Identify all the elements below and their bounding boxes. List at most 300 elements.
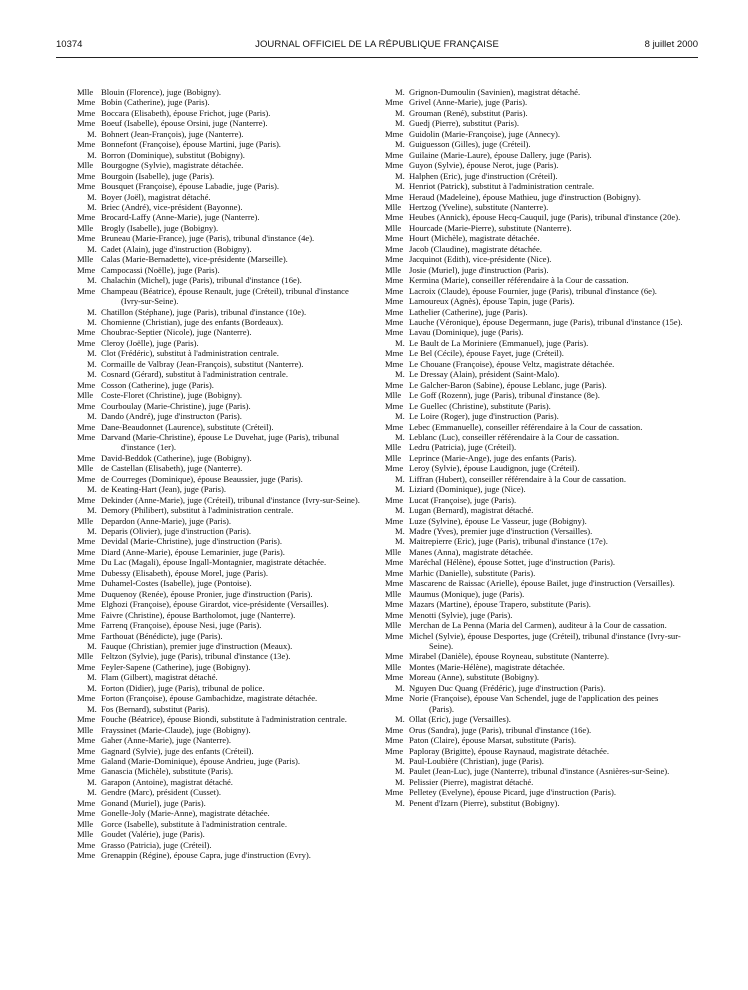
entry-title: Mme (385, 306, 404, 317)
entry-title: Mme (77, 850, 96, 861)
list-item (385, 181, 685, 191)
entry-text: Nguyen Duc Quang (Frédéric), juge d'instruction (Paris). (409, 682, 606, 693)
entry-text: Goudet (Valérie), juge (Paris). (101, 829, 205, 840)
entry-title: Mme (77, 337, 96, 348)
entry-text: Gorce (Isabelle), substitute à l'administration centrale. (101, 818, 288, 829)
list-item (77, 118, 370, 128)
entry-text: Montes (Marie-Hélène), magistrate détachée. (409, 661, 565, 672)
entry-title: Mme (77, 139, 96, 150)
list-item (385, 265, 685, 275)
list-item (385, 495, 685, 505)
list-item (385, 725, 685, 735)
list-item (77, 202, 370, 212)
list-item (385, 578, 685, 588)
list-item (385, 662, 685, 672)
entry-text: Le Goff (Rozenn), juge (Paris), tribunal d'instance (8e). (409, 390, 600, 401)
entry-title: Mme (77, 630, 96, 641)
list-item (77, 672, 370, 682)
entry-title: M. (395, 756, 405, 766)
entry-title: Mme (77, 745, 96, 756)
list-item (385, 693, 685, 714)
entry-text: Bohnert (Jean-François), juge (Nanterre). (101, 128, 244, 139)
list-item (77, 557, 370, 567)
entry-text: Guilaine (Marie-Laure), épouse Dallery, juge (Paris). (409, 149, 592, 160)
list-item (77, 505, 370, 515)
list-item (385, 568, 685, 578)
entry-text: Fouche (Béatrice), épouse Biondi, substitute à l'administration centrale. (101, 714, 347, 725)
entry-text: Henriot (Patrick), substitut à l'administration centrale. (409, 181, 595, 192)
list-item (385, 787, 685, 797)
list-item (385, 756, 685, 766)
header-rule (56, 57, 698, 58)
entry-text: Ledru (Patricia), juge (Créteil). (409, 442, 517, 453)
entry-title: Mlle (77, 160, 94, 171)
entry-title: M. (87, 682, 97, 693)
list-item (385, 296, 685, 306)
list-item (77, 286, 370, 307)
entry-title: Mme (385, 557, 404, 568)
list-item (77, 348, 370, 358)
list-item (77, 212, 370, 222)
entry-text: Chomienne (Christian), juge des enfants (Bordeaux). (101, 316, 284, 327)
entry-title: Mme (385, 128, 404, 139)
entry-text: Paton (Claire), épouse Marsat, substitute (Paris). (409, 735, 577, 746)
list-item (77, 526, 370, 536)
entry-text: Duquenoy (Renée), épouse Pronier, juge d'instruction (Paris). (101, 588, 313, 599)
entry-title: M. (395, 369, 405, 380)
list-item (77, 87, 370, 97)
list-item (77, 516, 370, 526)
list-item (77, 171, 370, 181)
list-item (77, 390, 370, 400)
entry-title: Mme (77, 839, 96, 850)
list-item (77, 495, 370, 505)
entry-title: Mlle (77, 254, 94, 265)
entry-title: Mme (77, 546, 96, 557)
entry-title: Mme (385, 651, 404, 662)
entry-text: Blouin (Florence), juge (Bobigny). (101, 87, 222, 97)
entry-title: M. (87, 348, 97, 359)
entry-text: Maitrepierre (Eric), juge (Paris), tribunal d'instance (17e). (409, 536, 608, 547)
entry-text: Boccara (Elisabeth), épouse Frichot, juge (Paris). (101, 107, 271, 118)
list-item (385, 589, 685, 599)
list-item (77, 108, 370, 118)
list-item (385, 547, 685, 557)
entry-text: Dekinder (Anne-Marie), juge (Créteil), tribunal d'instance (Ivry-sur-Seine). (101, 494, 360, 505)
entry-text: Bruneau (Marie-France), juge (Paris), tribunal d'instance (4e). (101, 233, 315, 244)
entry-text: Du Lac (Magali), épouse Ingall-Montagnier, magistrate détachée. (101, 557, 327, 568)
entry-text: Fauque (Christian), premier juge d'instruction (Meaux). (101, 641, 293, 652)
entry-title: Mme (77, 107, 96, 118)
entry-title: Mme (77, 327, 96, 338)
entry-title: M. (395, 170, 405, 181)
entry-title: Mme (385, 149, 404, 160)
list-item (385, 223, 685, 233)
entry-title: Mme (77, 170, 96, 181)
list-item (77, 578, 370, 588)
list-item (385, 536, 685, 546)
list-item (77, 401, 370, 411)
entry-text: Halphen (Eric), juge d'instruction (Créteil). (409, 170, 558, 181)
entry-title: Mme (77, 693, 96, 704)
list-item (385, 422, 685, 432)
list-item (385, 672, 685, 682)
entry-text: Grenappin (Régine), épouse Capra, juge d'instruction (Evry). (101, 850, 311, 861)
entry-title: Mlle (77, 87, 94, 97)
list-item (77, 766, 370, 776)
page-header (56, 39, 698, 53)
list-item (385, 108, 685, 118)
entry-title: Mlle (385, 222, 402, 233)
entry-text: Josie (Muriel), juge d'instruction (Paris). (409, 264, 549, 275)
entry-text: Guedj (Pierre), substitut (Paris). (409, 118, 520, 129)
entry-title: M. (87, 505, 97, 516)
entry-title: Mme (77, 97, 96, 108)
list-item (77, 787, 370, 797)
entry-title: M. (87, 201, 97, 212)
entry-title: M. (87, 149, 97, 160)
entry-text: Chalachin (Michel), juge (Paris), tribunal d'instance (16e). (101, 275, 302, 286)
entry-text: Kermina (Marie), conseiller référendaire à la Cour de cassation. (409, 275, 629, 286)
list-item (385, 275, 685, 285)
entry-text: Cormaille de Valbray (Jean-François), substitut (Nanterre). (101, 358, 304, 369)
entry-title: M. (395, 526, 405, 537)
entry-text: Pelletey (Evelyne), épouse Picard, juge d'instruction (Paris). (409, 787, 617, 798)
entry-title: M. (87, 526, 97, 537)
entry-text: Paul-Loubière (Christian), juge (Paris). (409, 756, 544, 766)
entry-text: de Castellan (Elisabeth), juge (Nanterre). (101, 463, 243, 474)
entry-text: Gonand (Muriel), juge (Paris). (101, 797, 206, 808)
entry-title: M. (87, 776, 97, 787)
entry-text: Luze (Sylvine), épouse Le Vasseur, juge (Bobigny). (409, 515, 587, 526)
list-item (385, 516, 685, 526)
entry-text: Mirabel (Danièle), épouse Royneau, substitute (Nanterre). (409, 651, 609, 662)
entry-title: Mme (77, 808, 96, 819)
list-item (77, 829, 370, 839)
entry-title: Mme (77, 285, 96, 296)
entry-text: Deparis (Olivier), juge d'instruction (Paris). (101, 526, 251, 537)
list-item (385, 254, 685, 264)
entry-text: Paploray (Brigitte), épouse Raynaud, magistrate détachée. (409, 745, 609, 756)
entry-text: Le Bel (Cécile), épouse Fayet, juge (Créteil). (409, 348, 564, 359)
entry-text: Le Dressay (Alain), président (Saint-Malo). (409, 369, 560, 380)
entry-text: Jacquinot (Edith), vice-présidente (Nice). (409, 254, 552, 265)
list-item (385, 160, 685, 170)
list-item (77, 589, 370, 599)
entry-text: Gaher (Anne-Marie), juge (Nanterre). (101, 735, 232, 746)
entry-title: Mme (385, 212, 404, 223)
list-item (77, 819, 370, 829)
list-item (385, 714, 685, 724)
entry-text: Gagnard (Sylvie), juge des enfants (Créteil). (101, 745, 254, 756)
entry-title: Mme (385, 358, 404, 369)
entry-text: Cadet (Alain), juge d'instruction (Bobigny). (101, 243, 252, 254)
entry-title: M. (87, 369, 97, 380)
entry-text: Lamoureux (Agnès), épouse Tapin, juge (Paris). (409, 296, 575, 307)
entry-text: David-Beddok (Catherine), juge (Bobigny). (101, 452, 252, 463)
entry-title: Mme (77, 233, 96, 244)
entry-title: Mlle (385, 661, 402, 672)
entry-title: Mme (77, 494, 96, 505)
list-item (385, 474, 685, 484)
list-item (77, 756, 370, 766)
list-item (385, 390, 685, 400)
entry-title: Mme (385, 609, 404, 620)
entry-title: M. (395, 776, 405, 787)
left-column (77, 87, 370, 861)
entry-text: Grasso (Patricia), juge (Créteil). (101, 839, 212, 850)
list-item (385, 610, 685, 620)
entry-title: M. (395, 139, 405, 150)
entry-title: Mlle (385, 442, 402, 453)
entry-text: Gendre (Marc), président (Cusset). (101, 787, 222, 798)
list-item (385, 171, 685, 181)
entry-title: Mlle (77, 222, 94, 233)
entry-text: Clot (Frédéric), substitut à l'administration centrale. (101, 348, 279, 359)
entry-title: M. (395, 766, 405, 777)
entry-title: Mme (385, 745, 404, 756)
right-column (385, 87, 685, 808)
list-item (385, 338, 685, 348)
entry-title: Mme (77, 431, 96, 442)
entry-text: Brogly (Isabelle), juge (Bobigny). (101, 222, 219, 233)
list-item (77, 307, 370, 317)
entry-title: Mme (77, 620, 96, 631)
entry-text: Hertzog (Yveline), substitute (Nanterre). (409, 201, 549, 212)
entry-title: Mme (77, 118, 96, 129)
list-item (77, 181, 370, 191)
entry-text: Lucat (Françoise), juge (Paris). (409, 494, 517, 505)
list-item (385, 599, 685, 609)
entry-title: Mme (77, 452, 96, 463)
list-item (77, 474, 370, 484)
list-item (77, 610, 370, 620)
entry-title: Mme (77, 557, 96, 568)
list-item (385, 401, 685, 411)
entry-title: M. (395, 682, 405, 693)
entry-title: M. (87, 275, 97, 286)
entry-title: Mme (385, 275, 404, 286)
list-item (77, 254, 370, 264)
entry-text: Manes (Anna), magistrate détachée. (409, 546, 533, 557)
list-item (385, 798, 685, 808)
list-item (77, 359, 370, 369)
list-item (385, 118, 685, 128)
list-item (77, 97, 370, 107)
entry-text: Devidal (Marie-Christine), juge d'instruction (Paris). (101, 536, 283, 547)
entry-text: Boeuf (Isabelle), épouse Orsini, juge (Nanterre). (101, 118, 268, 129)
list-item (77, 411, 370, 421)
entry-title: Mme (77, 599, 96, 610)
entry-title: Mme (385, 400, 404, 411)
entry-title: Mme (77, 609, 96, 620)
entry-text: Bobin (Catherine), juge (Paris). (101, 97, 210, 108)
list-item (385, 212, 685, 222)
entry-text: Liziard (Dominique), juge (Nice). (409, 484, 526, 495)
entry-title: Mme (77, 766, 96, 777)
entry-title: Mme (385, 191, 404, 202)
entry-title: Mme (385, 285, 404, 296)
entry-text: Moreau (Anne), substitute (Bobigny). (409, 672, 540, 683)
entry-text: Feyler-Sapene (Catherine), juge (Bobigny). (101, 661, 251, 672)
entry-title: Mme (77, 400, 96, 411)
entry-text: Leroy (Sylvie), épouse Laudignon, juge (Créteil). (409, 463, 580, 474)
list-item (385, 526, 685, 536)
entry-text: Lauche (Véronique), épouse Degermann, juge (Paris), tribunal d'instance (15e). (409, 316, 683, 327)
entry-title: Mme (385, 296, 404, 307)
entry-text: Jacob (Claudine), magistrate détachée. (409, 243, 542, 254)
entry-text: Norie (Françoise), épouse Van Schendel, juge de l'application des peines (Paris). (409, 693, 659, 714)
entry-title: Mme (77, 212, 96, 223)
list-item (77, 777, 370, 787)
entry-text: Depardon (Anne-Marie), juge (Paris). (101, 515, 232, 526)
entry-text: Coste-Floret (Christine), juge (Bobigny). (101, 390, 243, 401)
entry-text: Chatillon (Stéphane), juge (Paris), tribunal d'instance (10e). (101, 306, 307, 317)
entry-title: Mme (385, 735, 404, 746)
entry-text: Forton (Didier), juge (Paris), tribunal de police. (101, 682, 265, 693)
entry-title: Mme (77, 588, 96, 599)
entry-title: Mme (385, 693, 404, 704)
entry-text: Penent d'Izarn (Pierre), substitut (Bobigny). (409, 797, 560, 808)
list-item (385, 317, 685, 327)
entry-text: Marhic (Danielle), substitute (Paris). (409, 567, 536, 578)
entry-text: Garapon (Antoine), magistrat détaché. (101, 776, 233, 787)
entry-title: Mlle (77, 651, 94, 662)
list-item (77, 338, 370, 348)
entry-text: Demory (Philibert), substitut à l'administration centrale. (101, 505, 294, 516)
entry-text: Calas (Marie-Bernadette), vice-présidente (Marseille). (101, 254, 288, 265)
list-item (77, 327, 370, 337)
entry-text: Lebec (Emmanuelle), conseiller référendaire à la Cour de cassation. (409, 421, 643, 432)
list-item (385, 307, 685, 317)
entry-title: M. (395, 431, 405, 442)
entry-text: Maréchal (Hélène), épouse Sottet, juge d'instruction (Paris). (409, 557, 616, 568)
list-item (77, 850, 370, 860)
entry-title: Mme (385, 515, 404, 526)
list-item (77, 568, 370, 578)
entry-text: Heubes (Annick), épouse Hecq-Cauquil, juge (Paris), tribunal d'instance (20e). (409, 212, 681, 223)
entry-title: M. (395, 473, 405, 484)
list-item (385, 380, 685, 390)
entry-title: M. (87, 787, 97, 798)
list-item (385, 620, 685, 630)
entry-text: Diard (Anne-Marie), épouse Lemarinier, juge (Paris). (101, 546, 285, 557)
list-item (77, 746, 370, 756)
entry-title: Mme (385, 599, 404, 610)
entry-text: Lacroix (Claude), épouse Fournier, juge (Paris), tribunal d'instance (6e). (409, 285, 657, 296)
entry-text: Darvand (Marie-Christine), épouse Le Duvehat, juge (Paris), tribunal d'instance (1er). (101, 431, 340, 453)
entry-title: Mme (77, 714, 96, 725)
list-item (385, 244, 685, 254)
entry-title: M. (87, 128, 97, 139)
list-item (77, 725, 370, 735)
entry-title: M. (87, 316, 97, 327)
entry-text: Brocard-Laffy (Anne-Marie), juge (Nanterre). (101, 212, 260, 223)
entry-title: Mme (385, 233, 404, 244)
entry-title: Mme (385, 421, 404, 432)
list-item (77, 735, 370, 745)
entry-title: Mme (77, 473, 96, 484)
entry-text: Farthouat (Bénédicte), juge (Paris). (101, 630, 223, 641)
entry-title: M. (87, 484, 97, 495)
entry-text: Bourgoin (Isabelle), juge (Paris). (101, 170, 215, 181)
list-item (385, 369, 685, 379)
entry-title: Mlle (77, 463, 94, 474)
entry-title: Mme (385, 724, 404, 735)
entry-text: Hourcade (Marie-Pierre), substitute (Nanterre). (409, 222, 572, 233)
list-item (385, 411, 685, 421)
entry-text: Duhamel-Costes (Isabelle), juge (Pontoise). (101, 578, 252, 589)
entry-text: Grouman (René), substitut (Paris). (409, 107, 528, 118)
entry-title: Mme (385, 316, 404, 327)
list-item (385, 557, 685, 567)
list-item (77, 547, 370, 557)
list-item (77, 620, 370, 630)
entry-text: de Courreges (Dominique), épouse Beaussier, juge (Paris). (101, 473, 303, 484)
entry-text: Faivre (Christine), épouse Bartholomot, juge (Nanterre). (101, 609, 296, 620)
entry-text: Guidolin (Marie-Françoise), juge (Annecy). (409, 128, 561, 139)
list-item (77, 651, 370, 661)
entry-title: Mme (77, 735, 96, 746)
entry-text: Bourgogne (Sylvie), magistrate détachée. (101, 160, 244, 171)
list-item (77, 139, 370, 149)
entry-text: Ganascia (Michèle), substitute (Paris). (101, 766, 233, 777)
list-item (77, 484, 370, 494)
entry-title: Mlle (385, 588, 402, 599)
list-item (385, 233, 685, 243)
entry-title: Mme (385, 254, 404, 265)
list-item (77, 714, 370, 724)
list-item (77, 641, 370, 651)
list-item (77, 150, 370, 160)
entry-title: M. (395, 797, 405, 808)
entry-title: Mlle (77, 724, 94, 735)
list-item (385, 442, 685, 452)
list-item (77, 233, 370, 243)
list-item (77, 536, 370, 546)
list-item (77, 244, 370, 254)
list-item (77, 265, 370, 275)
page-number: 10374 (56, 39, 83, 50)
entry-text: Cosnard (Gérard), substitut à l'administration centrale. (101, 369, 288, 380)
entry-title: Mme (385, 243, 404, 254)
list-item (385, 348, 685, 358)
entry-title: M. (87, 243, 97, 254)
entry-title: M. (87, 306, 97, 317)
list-item (77, 798, 370, 808)
entry-title: M. (395, 714, 405, 725)
list-item (385, 139, 685, 149)
list-item (77, 704, 370, 714)
list-item (77, 808, 370, 818)
entry-text: Cosson (Catherine), juge (Paris). (101, 379, 214, 390)
list-item (385, 150, 685, 160)
list-item (77, 422, 370, 432)
entry-title: Mme (385, 494, 404, 505)
entry-text: Flam (Gilbert), magistrat détaché. (101, 672, 218, 683)
entry-text: Boyer (Joël), magistrat détaché. (101, 191, 211, 202)
list-item (385, 766, 685, 776)
entry-title: Mlle (77, 818, 94, 829)
list-item (385, 97, 685, 107)
entry-title: M. (395, 505, 405, 516)
entry-title: Mme (385, 463, 404, 474)
entry-text: Le Bault de La Moriniere (Emmanuel), juge (Paris). (409, 337, 589, 348)
entry-title: Mlle (77, 390, 94, 401)
journal-title: JOURNAL OFFICIEL DE LA RÉPUBLIQUE FRANÇAISE (255, 39, 499, 50)
entry-title: Mme (385, 672, 404, 683)
entry-text: Courboulay (Marie-Christine), juge (Paris). (101, 400, 251, 411)
